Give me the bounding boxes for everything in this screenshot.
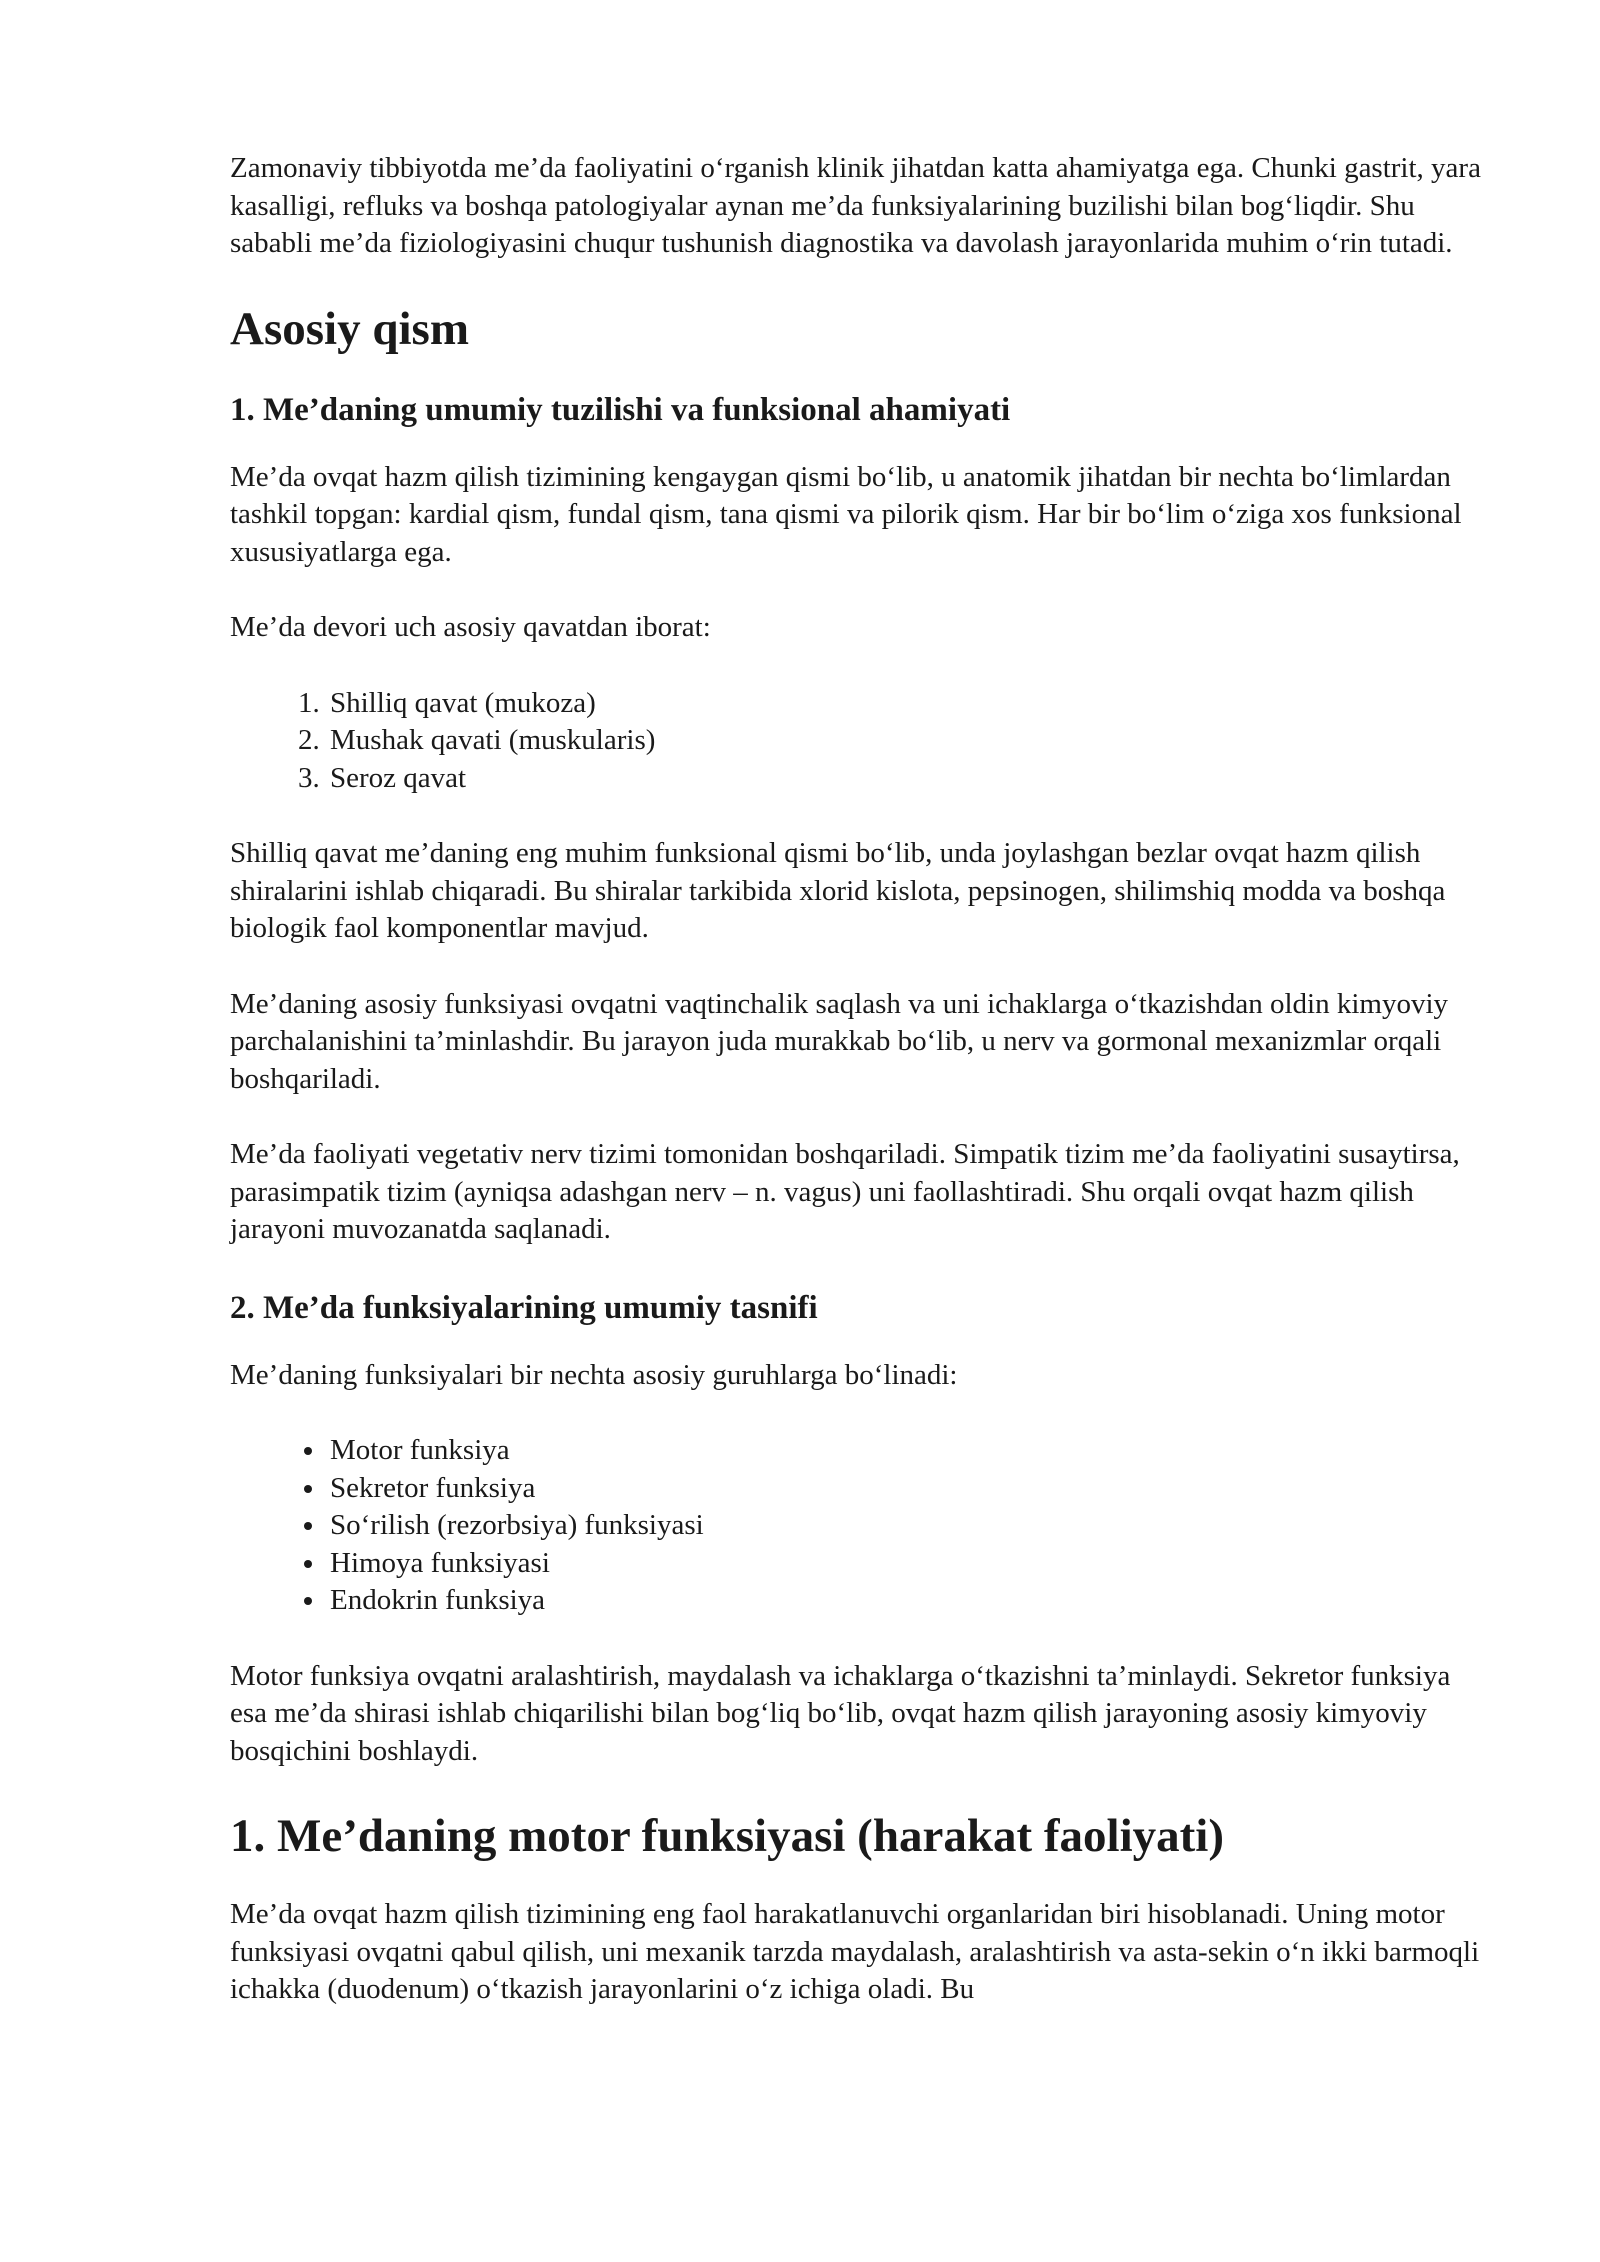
list-item: • Motor funksiya [327,1432,1490,1470]
list-item: 1. Shilliq qavat (mukoza) [327,685,1490,723]
section3-paragraph-1: Me’da ovqat hazm qilish tizimining eng faol harakatlanuvchi organlaridan biri hisoblanadi. Uning motor funksiyasi ovqatni qabul qilish, uni mexanik tarzda maydalash, aralashtirish va asta-sekin o‘n ikki barmoqli ichakka (duodenum) o‘tkazish jarayonlarini o‘z ichiga oladi. Bu [230,1898,1480,2005]
section1-paragraph-5: Me’da faoliyati vegetativ nerv tizimi tomonidan boshqariladi. Simpatik tizim me’da faoliyatini susaytirsa, parasimpatik tizim (ayniqsa adashgan nerv – n. vagus) uni faollashtiradi. Shu orqali ovqat hazm qilish jarayoni muvozanatda saqlanadi. [230,1138,1460,1245]
list-item: • Endokrin funksiya [327,1582,1490,1620]
layers-list [230,685,1490,798]
main-heading: Asosiy qism [230,302,469,355]
list-item: • Sekretor funksiya [327,1470,1490,1508]
section1-paragraph-2: Me’da devori uch asosiy qavatdan iborat: [230,611,711,643]
list-item: • So‘rilish (rezorbsiya) funksiyasi [327,1507,1490,1545]
section3-heading: 1. Me’daning motor funksiyasi (harakat faoliyati) [230,1810,1224,1862]
section1-paragraph-3: Shilliq qavat me’daning eng muhim funksional qismi bo‘lib, unda joylashgan bezlar ovqat hazm qilish shiralarini ishlab chiqaradi. Bu shiralar tarkibida xlorid kislota, pepsinogen, shilimshiq modda va boshqa biologik faol komponentlar mavjud. [230,837,1446,944]
list-item: 3. Seroz qavat [327,760,1490,798]
section2-heading: 2. Me’da funksiyalarining umumiy tasnifi [230,1289,818,1326]
section2-paragraph-2: Motor funksiya ovqatni aralashtirish, maydalash va ichaklarga o‘tkazishni ta’minlaydi. Sekretor funksiya esa me’da shirasi ishlab chiqarilishi bilan bog‘liq bo‘lib, ovqat hazm qilish jarayoning asosiy kimyoviy bosqichini boshlaydi. [230,1659,1451,1767]
section1-heading: 1. Me’daning umumiy tuzilishi va funksional ahamiyati [230,391,1011,428]
section1-paragraph-1: Me’da ovqat hazm qilish tizimining kengaygan qismi bo‘lib, u anatomik jihatdan bir nechta bo‘limlardan tashkil topgan: kardial qism, fundal qism, tana qismi va pilorik qism. Har bir bo‘lim o‘ziga xos funksional xususiyatlarga ega. [230,460,1462,568]
section2-paragraph-1: Me’daning funksiyalari bir nechta asosiy guruhlarga bo‘linadi: [230,1358,958,1391]
list-item: • Himoya funksiyasi [327,1545,1490,1583]
section1-paragraph-4: Me’daning asosiy funksiyasi ovqatni vaqtinchalik saqlash va uni ichaklarga o‘tkazishdan oldin kimyoviy parchalanishini ta’minlashdir. Bu jarayon juda murakkab bo‘lib, u nerv va gormonal mexanizmlar orqali boshqariladi. [230,987,1449,1095]
list-item: 2. Mushak qavati (muskularis) [327,722,1490,760]
functions-list [230,1432,1490,1620]
intro-paragraph: Zamonaviy tibbiyotda me’da faoliyatini o‘rganish klinik jihatdan katta ahamiyatga ega. Chunki gastrit, yara kasalligi, refluks va boshqa patologiyalar aynan me’da funksiyalarining buzilishi bilan bog‘liqdir. Shu sababli me’da fiziologiyasini chuqur tushunish diagnostika va davolash jarayonlarida muhim o‘rin tutadi. [230,152,1481,259]
document-page [230,150,1490,2009]
